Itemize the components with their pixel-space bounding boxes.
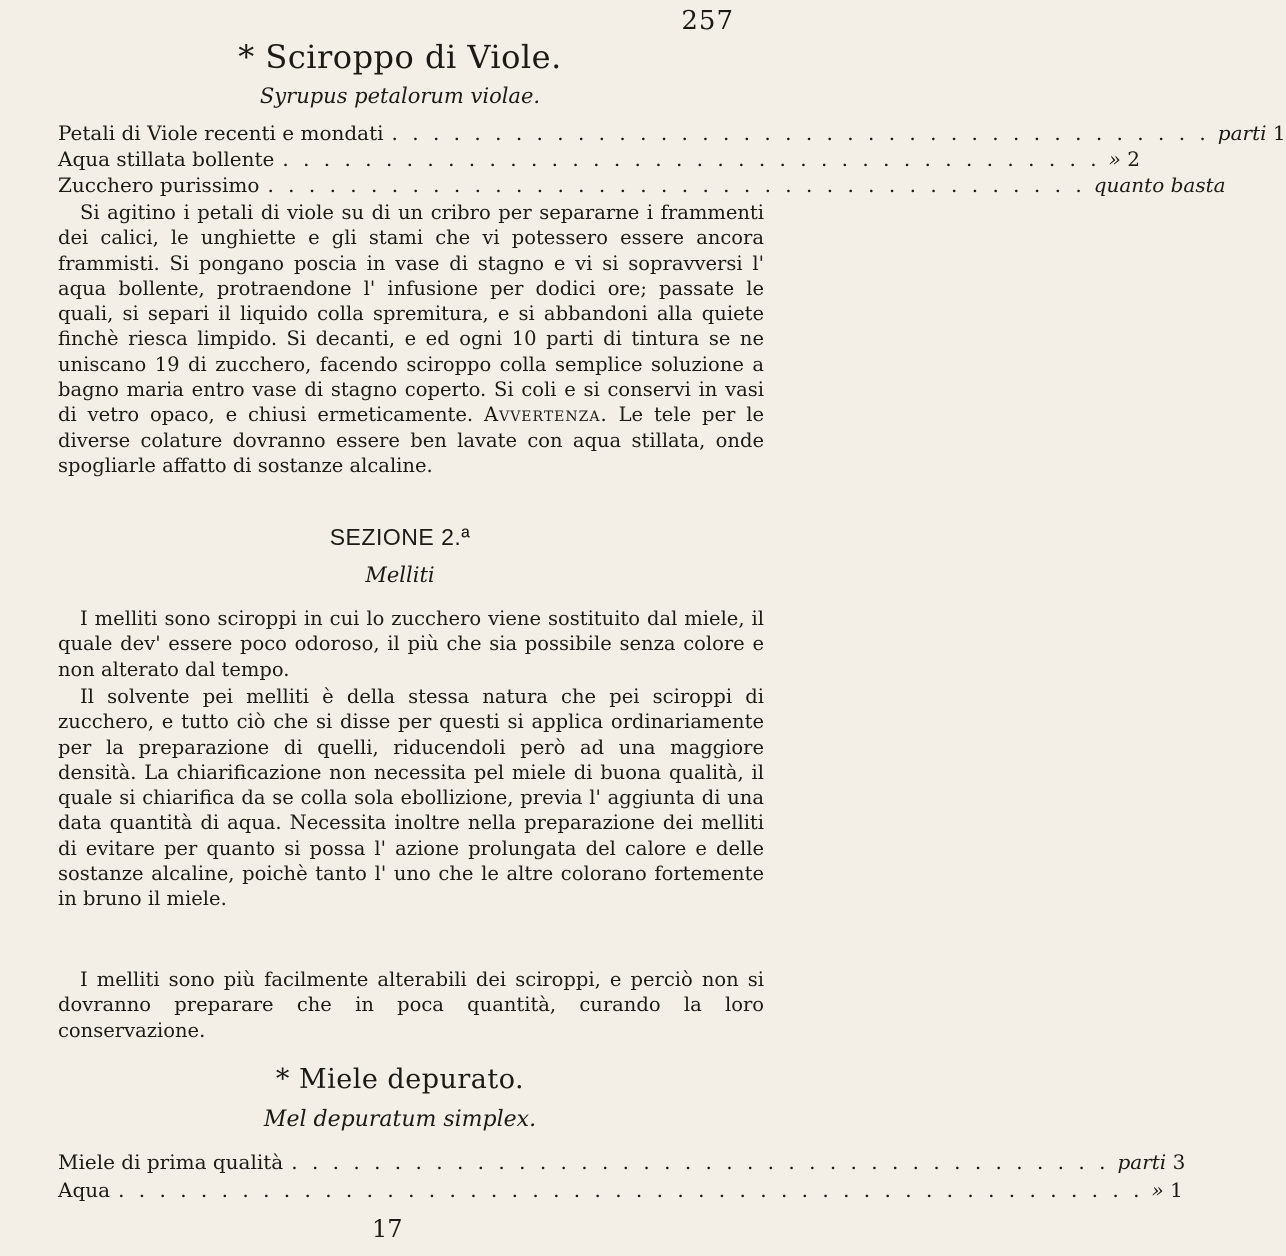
note-label: Avvertenza. — [484, 403, 608, 427]
signature-mark: 17 — [372, 1215, 403, 1243]
instructions-text: Si agitino i petali di viole su di un cribro per separarne i frammenti dei calici, le unghiette e gli stami che vi potessero essere ancora frammisti. Si pongano poscia in vase di stagno e vi si sopravversi l' aqua bollente, protraendone l' infusione per dodici ore; passate le quali, si separi il liquido colla spremitura, e si abbandoni alla quiete finchè riesca limpido. Si decanti, e ed ogni 10 parti di tintura se ne uniscano 19 di zucchero, facendo sciroppo colla semplice soluzione a bagno maria entro vase di stagno coperto. Si coli e si conservi in vasi di vetro opaco, e chiusi ermeticamente. — [58, 201, 764, 427]
leader-dots: . . . . . . . . . . . . . . . . . . . . . . . . . . . . . . . . . . . . . . . . — [267, 173, 1086, 197]
note-text: Le tele per le diverse colature dovranno essere ben lavate con aqua stillata, onde spogliarle affatto di sostanze alcaline. — [58, 403, 765, 477]
ingredient-name: Aqua — [58, 1178, 111, 1202]
recipe-latin-name: Mel depuratum simplex. — [263, 1107, 537, 1132]
ingredient-row — [58, 147, 1140, 173]
ingredient-quantity: » 1 — [1151, 1178, 1183, 1202]
ingredient-name: Miele di prima qualità — [58, 1150, 284, 1174]
ingredient-quantity: parti 1 — [1217, 121, 1286, 145]
leader-dots: . . . . . . . . . . . . . . . . . . . . . . . . . . . . . . . . . . . . . . . . — [282, 147, 1101, 171]
recipe-latin-name: Syrupus petalorum violae. — [259, 84, 541, 108]
ingredient-quantity: quanto basta — [1093, 173, 1226, 197]
ingredient-name: Petali di Viole recenti e mondati — [58, 121, 384, 145]
ingredient-row — [58, 1150, 1186, 1176]
recipe-title: * Sciroppo di Viole. — [238, 38, 562, 76]
ingredient-row — [58, 173, 1226, 199]
section-paragraph: I melliti sono più facilmente alterabili dei sciroppi, e perciò non si dovranno preparare che in poca quantità, curando la loro conservazione. — [58, 968, 764, 1042]
leader-dots: . . . . . . . . . . . . . . . . . . . . . . . . . . . . . . . . . . . . . . . . — [391, 121, 1210, 145]
leader-dots: . . . . . . . . . . . . . . . . . . . . . . . . . . . . . . . . . . . . . . . . . . . . . . . . . . — [118, 1178, 1144, 1202]
ingredient-quantity: » 2 — [1108, 147, 1140, 171]
page-number: 257 — [681, 6, 734, 36]
recipe-title: * Miele depurato. — [275, 1064, 525, 1095]
section-paragraph: Il solvente pei melliti è della stessa natura che pei sciroppi di zucchero, e tutto ciò che si disse per questi si applica ordinariamente per la preparazione di quelli, riducendoli però ad una maggiore densità. La chiarificazione non necessita pel miele di buona qualità, il quale si chiarifica da se colla sola ebollizione, previa l' aggiunta di una data quantità di aqua. Necessita inoltre nella preparazione dei melliti di evitare per quanto si possa l' azione prolungata del calore e delle sostanze alcaline, poichè tanto l' uno che le altre colorano fortemente in bruno il miele. — [58, 685, 764, 911]
ingredient-name: Aqua stillata bollente — [58, 147, 275, 171]
recipe-instructions — [58, 200, 764, 478]
section-subheading: Melliti — [365, 563, 435, 587]
section-paragraph: I melliti sono sciroppi in cui lo zucchero viene sostituito dal miele, il quale dev' essere poco odoroso, il più che sia possibile senza colore e non alterato dal tempo. — [58, 607, 764, 681]
ingredient-row — [58, 1178, 1183, 1204]
leader-dots: . . . . . . . . . . . . . . . . . . . . . . . . . . . . . . . . . . . . . . . . — [291, 1150, 1110, 1174]
ingredient-row — [58, 121, 1286, 147]
section-heading: SEZIONE 2.ª — [329, 524, 471, 550]
ingredient-name: Zucchero purissimo — [58, 173, 260, 197]
ingredient-quantity: parti 3 — [1117, 1150, 1186, 1174]
